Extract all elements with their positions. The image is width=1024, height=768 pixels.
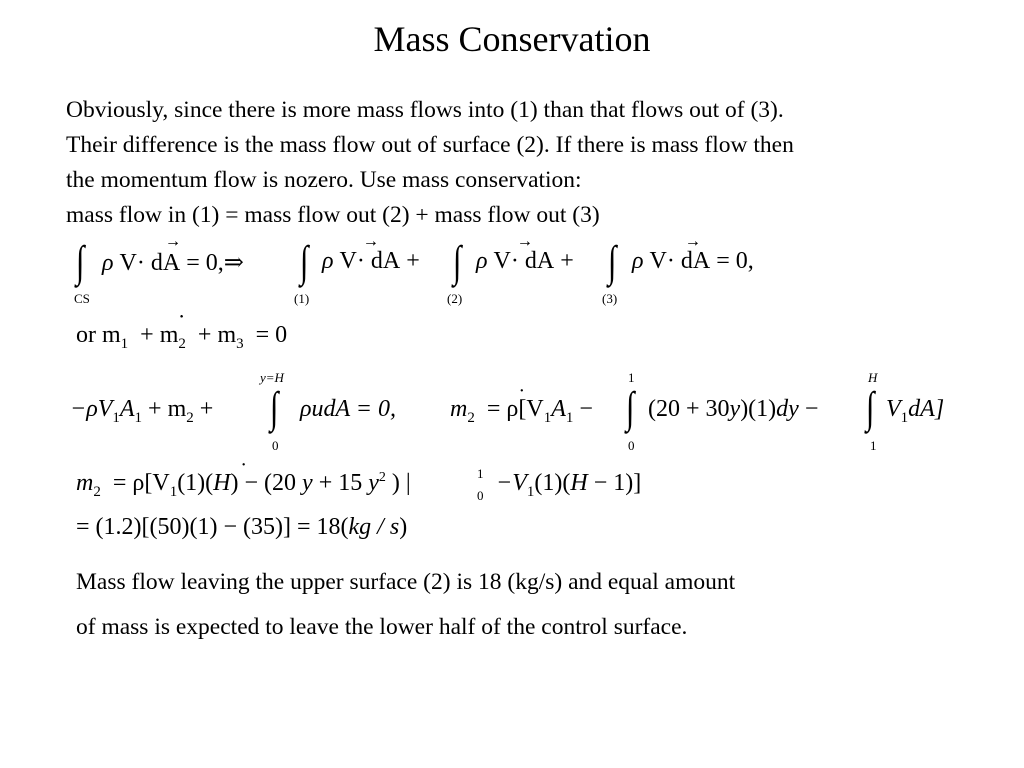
intro-paragraph <box>66 93 986 233</box>
or-label: or <box>76 322 96 348</box>
intro-line-1: Obviously, since there is more mass flows into (1) than that flows out of (3). <box>66 97 784 123</box>
term-3: ρ V →· dA → = 0, <box>632 248 754 275</box>
term-2: ρ V →· dA → + <box>476 248 574 275</box>
equation-m2-evaluated: $m \cdot_2 = \rho[V_1(1)(H) - (20$ y + 15 $y^2$ ) | 1 0 $-V_1(1)(H - 1)$] <box>0 464 1024 508</box>
integral-sign: ∫ <box>866 383 875 432</box>
slide-title: Mass Conservation <box>373 19 651 59</box>
equation-result: = (1.2)[(50)(1) − (35)] = 18(kg / s) <box>76 514 408 540</box>
limit-2: (2) <box>447 291 463 306</box>
integral-sign: ∫ <box>453 237 462 286</box>
limit-1: (1) <box>294 291 310 306</box>
equation-integral-forms <box>0 236 1024 310</box>
intro-line-2: Their difference is the mass flow out of surface (2). If there is mass flow then <box>66 132 794 158</box>
term-1: ρ V →· dA → + <box>322 248 420 275</box>
integral-sign: ∫ <box>76 237 85 286</box>
integral-sign: ∫ <box>270 383 279 432</box>
conclusion-paragraph <box>76 560 976 650</box>
intro-line-3: the momentum flow is nozero. Use mass conservation: <box>66 167 582 193</box>
limit-3: (3) <box>602 291 618 306</box>
intro-line-4: mass flow in (1) = mass flow out (2) + mass flow out (3) <box>66 202 600 228</box>
integral-sign: ∫ <box>626 383 635 432</box>
equation-mass-sum: or $m \cdot_1 + m \cdot_2 + m \cdot_3 = 0$ <box>76 322 476 358</box>
integral-sign: ∫ <box>300 237 309 286</box>
limit-cs: CS <box>74 291 90 306</box>
conclusion-line-1: Mass flow leaving the upper surface (2) is 18 (kg/s) and equal amount <box>76 569 736 595</box>
term-cs: ρ V →· dA → = 0,⇒ <box>102 248 244 277</box>
conclusion-line-2: of mass is expected to leave the lower half of the control surface. <box>76 614 688 640</box>
integral-sign: ∫ <box>608 237 617 286</box>
equation-integral-balance: y=H 0 ∫ 1 0 ∫ H 1 ∫ $-\rho V_1A_1 + m_2$ + ρudA = 0, $m \cdot_2 = \rho[V_1A_1$ − (20 + 30y)(1)dy − $V_1dA$] <box>0 368 1024 458</box>
